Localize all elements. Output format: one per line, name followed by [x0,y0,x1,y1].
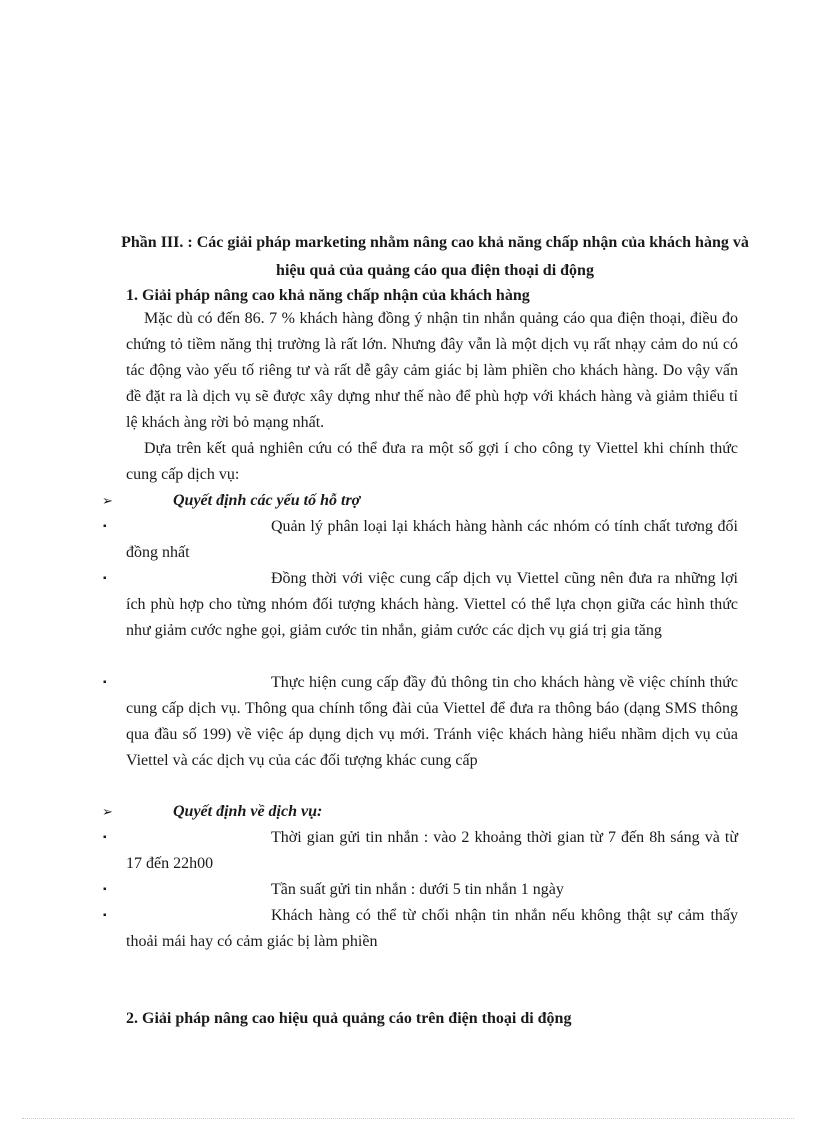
list-item: Quản lý phân loại lại khách hàng hành các nhóm có tính chất tương đối đồng nhất [126,518,738,561]
section-1-heading: 1. Giải pháp nâng cao khả năng chấp nhận của khách hàng [126,287,530,304]
page-bottom-divider [22,1118,794,1119]
arrow-bullet-icon: ➢ [102,804,113,819]
part-title: Phần III. : Các giải pháp marketing nhằm nâng cao khả năng chấp nhận của khách hàng và hiệu quả của quảng cáo qua điện thoại di động [121,234,749,279]
square-bullet-icon: ▪ [103,521,107,532]
group-1-heading: Quyết định các yếu tố hỗ trợ [173,492,361,509]
group-2-heading: Quyết định về dịch vụ: [173,803,323,820]
list-item: Đồng thời với việc cung cấp dịch vụ Viettel cũng nên đưa ra những lợi ích phù hợp cho từng nhóm đối tượng khách hàng. Viettel có thể lựa chọn giữa các hình thức như giảm cước nghe gọi, giảm cước tin nhắn, giảm cước các dịch vụ giá trị gia tăng [126,570,738,639]
square-bullet-icon: ▪ [103,884,107,895]
square-bullet-icon: ▪ [103,910,107,921]
square-bullet-icon: ▪ [103,573,107,584]
list-item: Thời gian gửi tin nhắn : vào 2 khoảng thời gian từ 7 đến 8h sáng và từ 17 đến 22h00 [126,829,738,872]
square-bullet-icon: ▪ [103,677,107,688]
list-item: Thực hiện cung cấp đầy đủ thông tin cho khách hàng về việc chính thức cung cấp dịch vụ. Thông qua chính tổng đài của Viettel để đưa ra thông báo (dạng SMS thông qua đầu số 199) về việc áp dụng dịch vụ mới. Tránh việc khách hàng hiểu nhầm dịch vụ của Viettel và các dịch vụ của các đối tượng khác cung cấp [126,674,738,769]
paragraph-suggestion: Dựa trên kết quả nghiên cứu có thể đưa ra một số gợi í cho công ty Viettel khi chính thức cung cấp dịch vụ: [126,440,738,483]
paragraph-intro: Mặc dù có đến 86. 7 % khách hàng đồng ý nhận tin nhắn quảng cáo qua điện thoại, điều đo chứng tỏ tiềm năng thị trường là rất lớn. Nhưng đây vẫn là một dịch vụ rất nhạy cảm do nú có tác động vào yếu tố riêng tư và rất dễ gây cảm giác bị làm phiền cho khách hàng. Do vậy vấn đề đặt ra là dịch vụ sẽ được xây dựng như thế nào để phù hợp với khách hàng và giảm thiểu tỉ lệ khách àng rời bỏ mạng nhất. [126,310,738,431]
section-2-heading: 2. Giải pháp nâng cao hiệu quả quảng cáo trên điện thoại di động [126,1010,572,1027]
list-item: Khách hàng có thể từ chối nhận tin nhắn nếu không thật sự cảm thấy thoải mái hay có cảm giác bị làm phiền [126,907,738,950]
square-bullet-icon: ▪ [103,832,107,843]
arrow-bullet-icon: ➢ [102,493,113,508]
list-item: Tần suất gửi tin nhắn : dưới 5 tin nhắn 1 ngày [271,881,564,898]
